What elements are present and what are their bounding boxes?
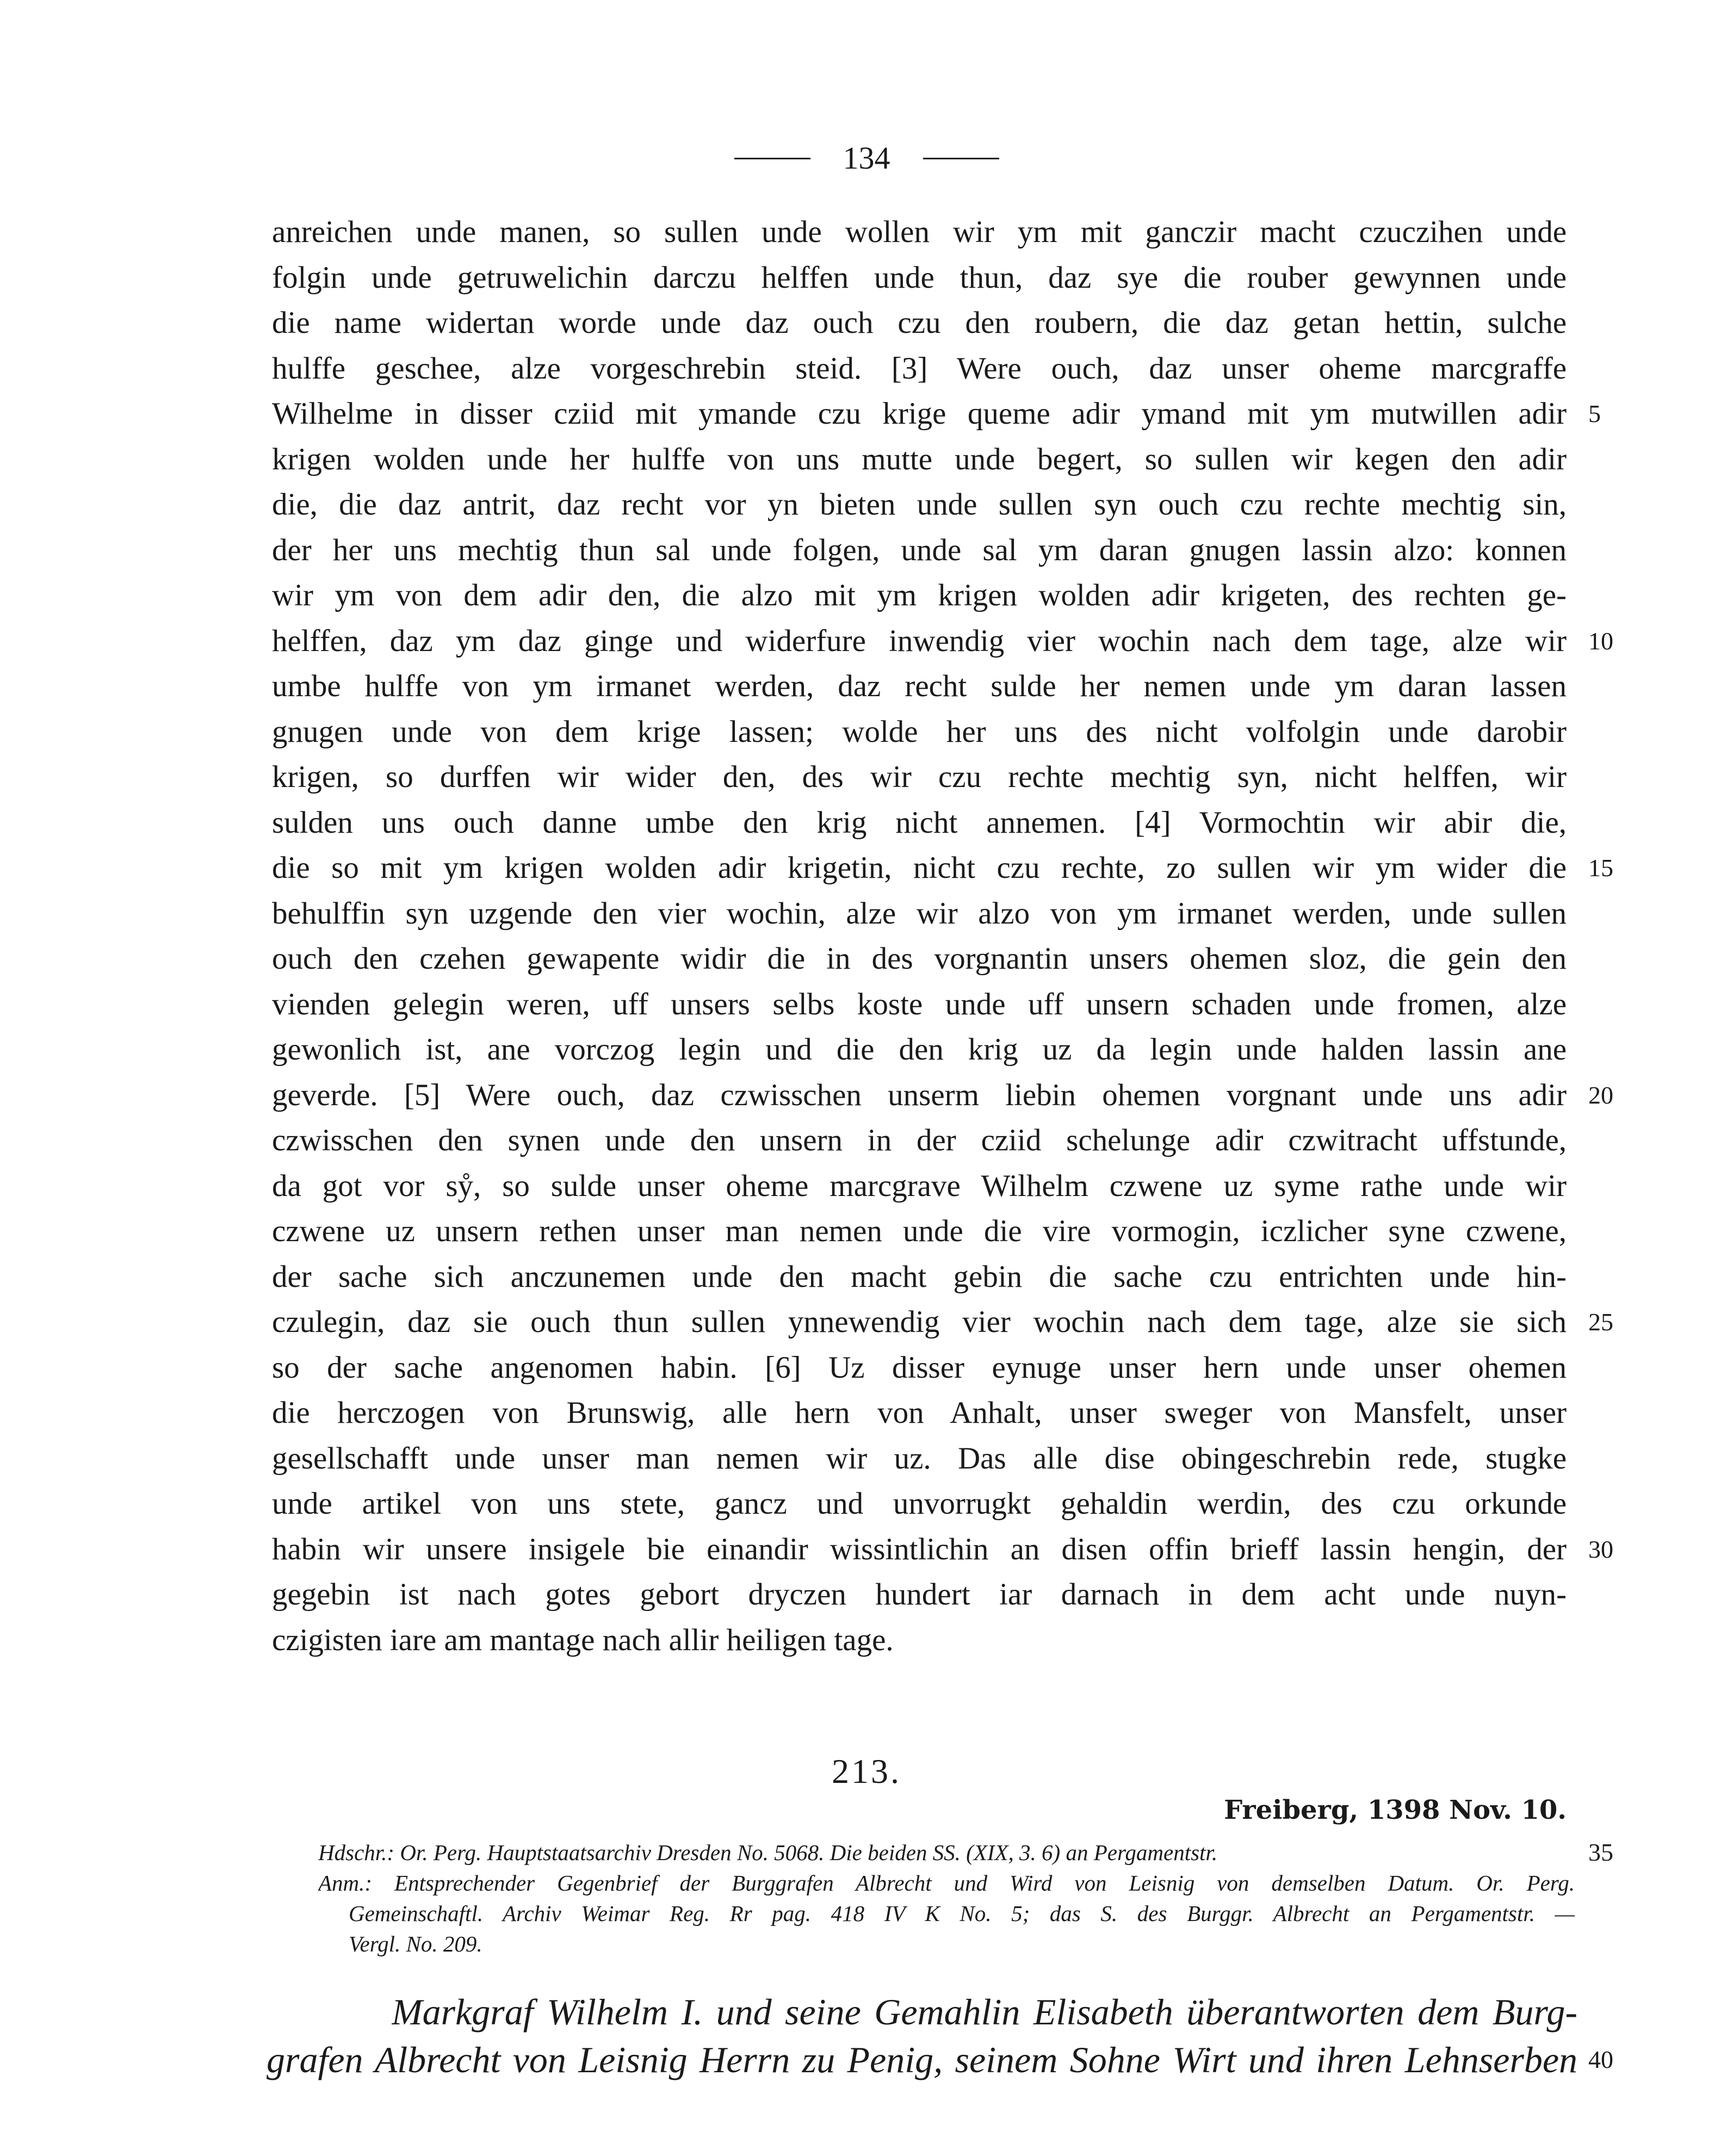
text-line-content: krigen, so durffen wir wider den, des wir czu rechte mechtig syn, nicht helffen, wir <box>272 760 1567 794</box>
text-line <box>272 1618 1567 1663</box>
text-line-content: gegebin ist nach gotes gebort dryczen hundert iar darnach in dem acht unde nuyn- <box>272 1577 1567 1612</box>
text-line <box>272 1527 1613 1572</box>
text-line <box>272 618 1613 664</box>
text-line <box>272 845 1613 891</box>
text-line-content: gewonlich ist, ane vorczog legin und die den krig uz da legin unde halden lassin ane <box>272 1032 1567 1067</box>
text-line-content: da got vor sẙ, so sulde unser oheme marcgrave Wilhelm czwene uz syme rathe unde wir <box>272 1168 1567 1203</box>
regest-line <box>267 2036 1613 2084</box>
note-line-content: Hdschr.: Or. Perg. Hauptstaatsarchiv Dresden No. 5068. Die beiden SS. (XIX, 3. 6) an Pergamentstr. <box>318 1840 1218 1865</box>
text-line <box>272 1299 1613 1345</box>
line-number: 25 <box>1588 1308 1613 1336</box>
text-line-content: czwene uz unsern rethen unser man nemen unde die vire vormogin, iczlicher syne czwene, <box>272 1214 1567 1248</box>
text-line <box>272 346 1567 392</box>
line-number: 15 <box>1588 854 1613 882</box>
text-line-content: gnugen unde von dem krige lassen; wolde her uns des nicht volfolgin unde darobir <box>272 714 1567 749</box>
text-line-content: vienden gelegin weren, uff unsers selbs koste unde uff unsern schaden unde fromen, alze <box>272 987 1567 1021</box>
header-rule-right <box>923 158 999 159</box>
text-line <box>272 1481 1567 1527</box>
text-line-content: die name widertan worde unde daz ouch czu den roubern, die daz getan hettin, sulche <box>272 306 1567 340</box>
main-text-body <box>272 209 1613 1663</box>
line-number: 35 <box>1588 1838 1613 1866</box>
note-line-content: Vergl. No. 209. <box>349 1931 482 1956</box>
text-line-content: anreichen unde manen, so sullen unde wollen wir ym mit ganczir macht czuczihen unde <box>272 215 1567 249</box>
source-notes <box>318 1837 1613 1959</box>
text-line-content: helffen, daz ym daz ginge und widerfure inwendig vier wochin nach dem tage, alze wir <box>272 623 1567 658</box>
note-line <box>318 1929 1575 1959</box>
regest-line-content: grafen Albrecht von Leisnig Herrn zu Penig, seinem Sohne Wirt und ihren Lehnserben <box>267 2039 1577 2080</box>
text-line <box>272 754 1567 800</box>
text-line-content: wir ym von dem adir den, die alzo mit ym krigen wolden adir krigeten, des rechten ge- <box>272 578 1567 612</box>
regest <box>267 1988 1613 2084</box>
regest-line-content: Markgraf Wilhelm I. und seine Gemahlin Elisabeth überantworten dem Burg- <box>392 1991 1577 2033</box>
note-line-content: Gemeinschaftl. Archiv Weimar Reg. Rr pag. 418 IV K No. 5; das S. des Burggr. Albrecht an Pergamentstr. — <box>349 1901 1575 1926</box>
text-line <box>272 709 1567 755</box>
text-line-content: czulegin, daz sie ouch thun sullen ynnewendig vier wochin nach dem tage, alze sie sich <box>272 1305 1567 1339</box>
text-line-content: unde artikel von uns stete, gancz und unvorrugkt gehaldin werdin, des czu orkunde <box>272 1486 1567 1521</box>
text-line-content: umbe hulffe von ym irmanet werden, daz recht sulde her nemen unde ym daran lassen <box>272 669 1567 703</box>
text-line <box>272 982 1567 1027</box>
text-line <box>272 800 1567 846</box>
text-line <box>272 573 1567 618</box>
text-line <box>272 1163 1567 1209</box>
text-line-content: behulffin syn uzgende den vier wochin, alze wir alzo von ym irmanet werden, unde sullen <box>272 896 1567 931</box>
text-line <box>272 1027 1567 1073</box>
line-number: 40 <box>1588 2046 1613 2073</box>
text-line-content: geverde. [5] Were ouch, daz czwisschen unserm liebin ohemen vorgnant unde uns adir <box>272 1077 1567 1112</box>
text-line-content: die herczogen von Brunswig, alle hern von Anhalt, unser sweger von Mansfelt, unser <box>272 1396 1567 1430</box>
text-line <box>272 482 1567 528</box>
text-line <box>272 1436 1567 1482</box>
line-number: 10 <box>1588 627 1613 655</box>
text-line-content: die so mit ym krigen wolden adir krigetin, nicht czu rechte, zo sullen wir ym wider die <box>272 851 1567 885</box>
text-line-content: sulden uns ouch danne umbe den krig nicht annemen. [4] Vormochtin wir abir die, <box>272 805 1567 840</box>
text-line-content: hulffe geschee, alze vorgeschrebin steid. [3] Were ouch, daz unser oheme marcgraffe <box>272 351 1567 386</box>
text-line <box>272 437 1567 482</box>
text-line-content: czigisten iare am mantage nach allir heiligen tage. <box>272 1622 894 1657</box>
text-line-content: folgin unde getruwelichin darczu helffen unde thun, daz sye die rouber gewynnen unde <box>272 260 1567 295</box>
text-line <box>272 891 1567 937</box>
text-line-content: die, die daz antrit, daz recht vor yn bieten unde sullen syn ouch czu rechte mechtig sin, <box>272 487 1567 522</box>
text-line <box>272 1390 1567 1436</box>
page-header <box>0 140 1733 176</box>
text-line <box>272 1209 1567 1254</box>
text-line <box>272 664 1567 709</box>
note-line-content: Anm.: Entsprechender Gegenbrief der Burggrafen Albrecht und Wird von Leisnig von demselben Datum. Or. Perg. <box>318 1870 1575 1895</box>
note-line <box>318 1898 1575 1929</box>
text-line-content: gesellschafft unde unser man nemen wir uz. Das alle dise obingeschrebin rede, stugke <box>272 1441 1567 1476</box>
text-line-content: Wilhelme in disser cziid mit ymande czu krige queme adir ymand mit ym mutwillen adir <box>272 396 1567 431</box>
text-line-content: habin wir unsere insigele bie einandir wissintlichin an disen offin brieff lassin hengin, der <box>272 1532 1567 1566</box>
text-line <box>272 1572 1567 1618</box>
text-line <box>272 528 1567 573</box>
note-line <box>318 1868 1575 1898</box>
page-number: 134 <box>843 140 890 176</box>
text-line <box>272 300 1567 346</box>
text-line <box>272 391 1601 437</box>
text-line <box>272 255 1567 301</box>
text-line-content: der sache sich anczunemen unde den macht gebin die sache czu entrichten unde hin- <box>272 1259 1567 1294</box>
note-line <box>318 1837 1613 1868</box>
document-place-date: Freiberg, 1398 Nov. 10. <box>1224 1795 1567 1825</box>
text-line <box>272 1118 1567 1163</box>
line-number: 20 <box>1588 1081 1613 1109</box>
regest-line <box>267 1988 1577 2036</box>
text-line <box>272 209 1567 255</box>
text-line-content: ouch den czehen gewapente widir die in des vorgnantin unsers ohemen sloz, die gein den <box>272 941 1567 976</box>
text-line-content: so der sache angenomen habin. [6] Uz disser eynuge unser hern unde unser ohemen <box>272 1350 1567 1385</box>
header-rule-left <box>734 158 810 159</box>
text-line-content: krigen wolden unde her hulffe von uns mutte unde begert, so sullen wir kegen den adir <box>272 442 1567 476</box>
text-line <box>272 1345 1567 1391</box>
text-line <box>272 936 1567 982</box>
text-line-content: czwisschen den synen unde den unsern in der cziid schelunge adir czwitracht uffstunde, <box>272 1123 1567 1157</box>
document-number: 213. <box>832 1752 901 1791</box>
text-line <box>272 1254 1567 1300</box>
text-line-content: der her uns mechtig thun sal unde folgen, unde sal ym daran gnugen lassin alzo: konnen <box>272 532 1567 567</box>
text-line <box>272 1073 1613 1118</box>
line-number: 5 <box>1588 400 1601 428</box>
line-number: 30 <box>1588 1535 1613 1563</box>
